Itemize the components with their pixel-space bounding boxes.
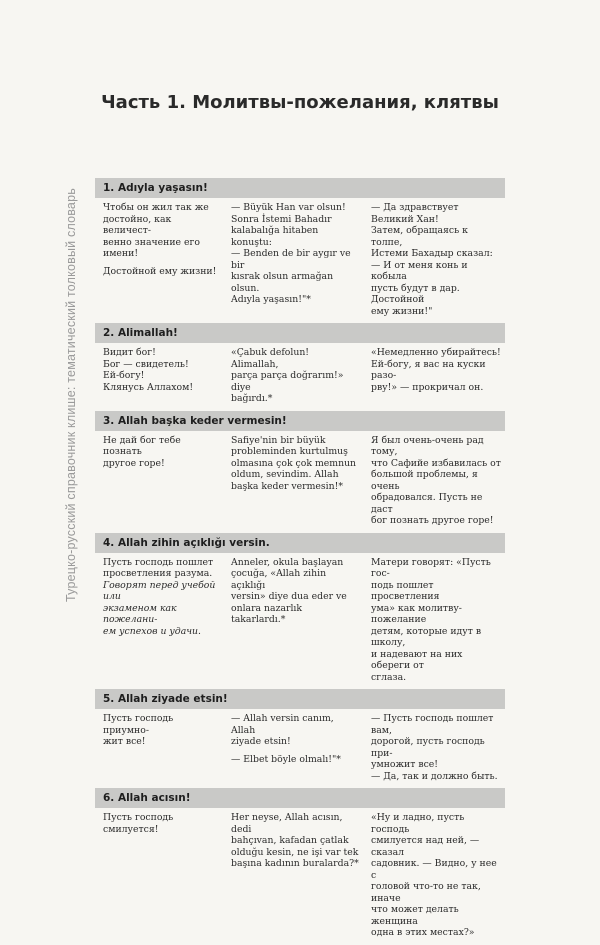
gloss-line: Бог — свидетель! [103,358,189,370]
entry-body [95,808,505,945]
example-line: — Büyük Han var olsun! [231,202,346,213]
russian-gloss [95,557,225,684]
example-line: Adıyla yaşasın!"* [231,294,311,305]
translation-line: — Да здравствует Великий Хан! [371,202,459,225]
example-line: olmasına çok çok memnun [231,457,357,469]
russian-gloss [95,713,225,782]
gloss-line: Достойной ему жизни! [103,265,217,277]
translation-line: дорогой, пусть господь при- [371,736,485,759]
entry-body [95,431,505,533]
translation-line: и надевают на них обереги от [371,648,463,671]
translation-line: — И от меня конь и кобыла [371,259,468,282]
entry-heading: 2. Alimallah! [95,323,505,343]
turkish-example [225,557,365,684]
example-line: Sonra İstemi Bahadır [231,213,332,225]
entry-heading: 1. Adıyla yaşasın! [95,178,505,198]
translation-line: большой проблемы, я очень [371,469,478,492]
gloss-line: венно значение его [103,236,200,248]
entry-6 [95,788,505,945]
entry-3 [95,411,505,533]
entry-4 [95,533,505,690]
turkish-example [225,347,365,405]
russian-translation [365,435,505,527]
translation-line: ума» как молитву-пожелание [371,602,462,625]
russian-translation [365,202,505,317]
translation-line: ему жизни!" [371,305,433,317]
example-line: olduğu kesin, ne işi var tek [231,846,359,858]
example-line: probleminden kurtulmuş [231,446,348,457]
usage-note-line: ем успехов и удачи. [103,625,201,637]
example-line: Her neyse, Allah acısın, dedi [231,812,343,835]
translation-line: детям, которые идут в школу, [371,625,482,648]
translation-line: — Пусть господь пошлет вам, [371,713,494,736]
gloss-line: другое горе! [103,457,165,469]
example-line: — Benden de bir aygır ve bir [231,248,351,271]
russian-translation [365,557,505,684]
russian-translation [365,347,505,405]
translation-line: что может делать женщина [371,904,459,927]
translation-line: бог познать другое горе! [371,515,494,526]
entry-body [95,198,505,323]
example-line: Anneler, okula başlayan [231,556,344,568]
example-line: ziyade etsin! [231,736,291,747]
translation-line: Матери говорят: «Пусть гос- [371,556,491,579]
entry-heading: 4. Allah zihin açıklığı versin. [95,533,505,553]
gloss-line: смилуется! [103,823,159,835]
turkish-example [225,812,365,939]
translation-line: «Ну и ладно, пусть господь [371,812,465,835]
translation-line: подь пошлет просветления [371,579,440,602]
translation-line: садовник. — Видно, у нее с [371,858,497,881]
example-line: — Elbet böyle olmalı!"* [231,753,341,765]
russian-gloss [95,202,225,317]
example-line: başka keder vermesin!* [231,480,344,492]
example-line: bahçıvan, kafadan çatlak [231,835,349,846]
translation-line: умножит все! [371,759,439,770]
entry-heading: 5. Allah ziyade etsin! [95,689,505,709]
gloss-line: имени! [103,248,139,259]
entry-heading: 6. Allah acısın! [95,788,505,808]
gloss-line: Чтобы он жил так же [103,202,209,213]
russian-gloss [95,435,225,527]
example-line: versin» diye dua eder ve [231,591,347,602]
example-line: parça parça doğrarım!» diye [231,370,344,393]
entry-2 [95,323,505,411]
translation-line: одна в этих местах?» [371,927,475,938]
usage-note-line: экзаменом как пожелани- [103,602,177,625]
russian-gloss [95,812,225,939]
example-line: kalabalığa hitaben konuştu: [231,225,319,248]
translation-line: обрадовался. Пусть не даст [371,492,483,515]
gloss-line: Клянусь Аллахом! [103,381,194,393]
usage-note-line: Говорят перед учебой или [103,579,216,602]
page-title: Часть 1. Молитвы-пожелания, клятвы [101,92,499,113]
example-line: oldum, sevindim. Allah [231,469,339,480]
translation-line: сглаза. [371,671,407,683]
turkish-example [225,202,365,317]
entry-body [95,553,505,690]
translation-line: «Немедленно убирайтесь! [371,347,501,358]
russian-gloss [95,347,225,405]
example-line: takarlardı.* [231,614,286,625]
gloss-line: Не дай бог тебе познать [103,434,181,457]
example-line: onlara nazarlık [231,602,303,614]
russian-translation [365,713,505,782]
translation-line: что Сафийе избавилась от [371,457,501,469]
translation-line: рву!» — прокричал он. [371,381,484,393]
translation-line: Истеми Бахадыр сказал: [371,248,493,259]
translation-line: Затем, обращаясь к толпе, [371,225,468,248]
example-line: kısrak olsun armağan olsun. [231,271,334,294]
entry-list [95,178,505,945]
example-line: — Allah versin canım, Allah [231,713,334,736]
turkish-example [225,435,365,527]
translation-line: головой что-то не так, иначе [371,881,481,904]
gloss-line: Пусть господь пошлет [103,556,214,568]
translation-line: пусть будут в дар. Достойной [371,282,460,305]
entry-1 [95,178,505,323]
entry-body [95,343,505,411]
gloss-line: Пусть господь [103,812,174,823]
example-line: başına kadının buralarda?* [231,858,359,869]
gloss-line: достойно, как величест- [103,213,172,236]
entry-5 [95,689,505,788]
entry-body [95,709,505,788]
gloss-line: Ей-богу! [103,370,145,381]
example-line: «Çabuk defolun! Alimallah, [231,347,310,370]
entry-heading: 3. Allah başka keder vermesin! [95,411,505,431]
example-line: bağırdı.* [231,393,273,404]
translation-line: Я был очень-очень рад тому, [371,434,484,457]
gloss-line: жит все! [103,736,146,747]
gloss-line: Видит бог! [103,347,156,358]
example-line: Safiye'nin bir büyük [231,434,326,446]
example-line: çocuğa, «Allah zihin açıklığı [231,568,327,591]
gloss-line: Пусть господь приумно- [103,713,174,736]
turkish-example [225,713,365,782]
gloss-line: просветления разума. [103,568,213,579]
running-book-title: Турецко-русский справочник клише: тематический толковый словарь [64,188,78,602]
translation-line: — Да, так и должно быть. [371,770,498,782]
russian-translation [365,812,505,939]
translation-line: смилуется над ней, — сказал [371,835,480,858]
translation-line: Ей-богу, я вас на куски разо- [371,358,486,381]
